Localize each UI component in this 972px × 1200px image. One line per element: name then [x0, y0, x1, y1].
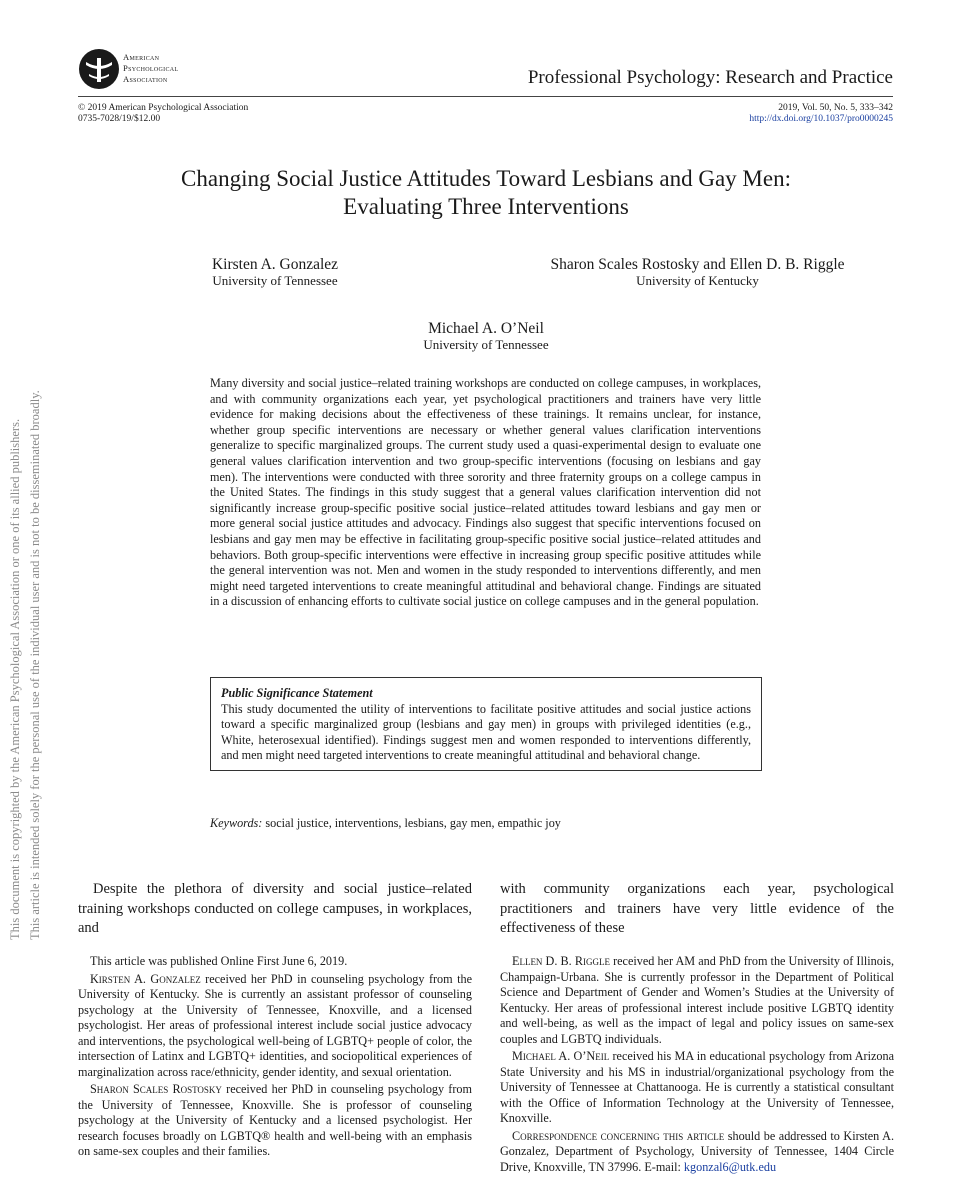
- published-note: This article was published Online First June 6, 2019.: [90, 954, 348, 968]
- body-text-right: with community organizations each year, psychological practitioners and trainers have very little evidence of the effectiveness of these: [500, 881, 894, 936]
- keywords-label: Keywords:: [210, 816, 263, 830]
- side-notice-line: This article is intended solely for the personal use of the individual user and is not to be disseminated broadly.: [28, 390, 42, 940]
- significance-statement-box: [210, 677, 762, 771]
- footnotes-left: [78, 954, 472, 1162]
- logo-line: Psychological: [123, 63, 179, 73]
- citation-text: 2019, Vol. 50, No. 5, 333–342: [778, 103, 893, 113]
- significance-text: This study documented the utility of interventions to facilitate positive attitudes and social justice actions toward a specific marginalized group (lesbians and gay men) in groups with privileged identities (e.g., White, heterosexual identified). Findings suggest men and women responded to interventions differently, and men might need targeted interventions to create meaningful attitudinal and behavioral change.: [221, 701, 751, 763]
- issn-text: 0735-7028/19/$12.00: [78, 114, 161, 124]
- author-note-text: received her PhD in counseling psychology from the University of Tennessee, Knoxville. She is professor of counseling psychology at the University of Kentucky and a licensed psychologist. Her research focuses broadly on LGBTQ® health and well-being with an emphasis on same-sex couples and their families.: [78, 1082, 472, 1158]
- footnotes-right: [500, 954, 894, 1177]
- apa-logo-wordmark: [123, 52, 178, 85]
- author-block: [0, 320, 972, 353]
- significance-heading: Public Significance Statement: [221, 686, 373, 700]
- author-note-text: received his MA in educational psychology from Arizona State University and his MS in industrial/organizational psychology from the University of Tennessee at Chattanooga. He is currently a statistical consultant with the Office of Information Technology at the University of Tennessee, Knoxville.: [500, 1049, 894, 1125]
- author-note-name: Sharon Scales Rostosky: [90, 1082, 222, 1096]
- logo-line: American: [123, 52, 160, 62]
- body-text-left: Despite the plethora of diversity and social justice–related training workshops conducted on college campuses, in workplaces, and: [78, 881, 472, 936]
- author-affiliation: University of Kentucky: [636, 273, 759, 288]
- author-name: Michael A. O’Neil: [428, 320, 544, 337]
- journal-title: Professional Psychology: Research and Practice: [527, 67, 893, 88]
- side-notice-line: This document is copyrighted by the American Psychological Association or one of its allied publishers.: [8, 418, 22, 940]
- author-affiliation: University of Tennessee: [212, 273, 338, 288]
- author-note: [78, 1082, 472, 1160]
- author-note-name: Ellen D. B. Riggle: [512, 954, 610, 968]
- copyright-block: [78, 103, 248, 125]
- citation-block: [749, 103, 893, 125]
- header-divider: [78, 96, 893, 97]
- title-line: Changing Social Justice Attitudes Toward Lesbians and Gay Men:: [181, 166, 791, 191]
- correspondence-note: [500, 1129, 894, 1176]
- author-note: [500, 954, 894, 1047]
- keywords-text: social justice, interventions, lesbians, gay men, empathic joy: [265, 816, 561, 830]
- correspondence-text: should be addressed to Kirsten A. Gonzalez, Department of Psychology, University of Tennessee, 1404 Circle Drive, Knoxville, TN 37996. E-mail:: [500, 1128, 894, 1174]
- author-name: Kirsten A. Gonzalez: [211, 256, 339, 273]
- author-note-text: received her AM and PhD from the University of Illinois, Champaign-Urbana. She is currently professor in the Department of Political Science and Department of Gender and Women’s Studies at the University of Kentucky. Her areas of professional interest include positive LGBTQ identity and well-being, as well as the impact of legal and policy issues on same-sex couples and LGBTQ individuals.: [500, 954, 894, 1046]
- keywords: [210, 816, 561, 832]
- author-block: [480, 256, 915, 289]
- apa-logo-icon: [78, 48, 120, 90]
- author-note-name: Kirsten A. Gonzalez: [90, 971, 201, 986]
- author-note-name: Michael A. O’Neil: [512, 1049, 610, 1063]
- author-note: [78, 972, 472, 1081]
- logo-line: Association: [123, 74, 168, 84]
- email-link[interactable]: kgonzal6@utk.edu: [683, 1159, 777, 1174]
- abstract: Many diversity and social justice–related training workshops are conducted on college campuses, in workplaces, and with community organizations each year, yet psychological practitioners and trainers have very little evidence for making decisions about the effectiveness of these trainings. It remains unclear, for instance, whether group specific interventions are necessary or whether general values clarification interventions generalize to specific marginalized groups. The current study used a quasi-experimental design to evaluate one general values clarification intervention and two group-specific interventions (focusing on lesbians and gay men). The interventions were conducted with three sorority and three fraternity groups on a college campus in the United States. The findings in this study suggest that a general values clarification intervention did not significantly increase group-specific positive social justice–related attitudes toward lesbians and gay men or more general social justice attitudes and advocacy. Findings also suggest that specific interventions focused on lesbians and gay men may be effective in facilitating group-specific positive social justice–related attitudes and behaviors. Both group-specific interventions were effective in increasing group specific positive attitudes while the general intervention was not. Men and women in the study responded to interventions differently, and men might need targeted interventions to create meaningful attitudinal and behavioral change. Findings are situated in a discussion of enhancing efforts to cultivate social justice on college campuses and in the general population.: [210, 376, 761, 609]
- author-block: [160, 256, 390, 289]
- author-name: Sharon Scales Rostosky and Ellen D. B. Riggle: [550, 256, 845, 273]
- article-title: [0, 165, 972, 221]
- author-affiliation: University of Tennessee: [423, 337, 549, 352]
- title-line: Evaluating Three Interventions: [343, 194, 629, 219]
- author-note: [500, 1049, 894, 1127]
- copyright-side-notice: [5, 340, 45, 940]
- author-note-text: received her PhD in counseling psychology from the University of Kentucky. She is currently an assistant professor of counseling psychology at the University of Tennessee, Knoxville, and a licensed psychologist. Her areas of professional interest include social justice advocacy and interventions, the psychological well-being of LGBTQ+ people of color, the intersection of Latinx and LGBTQ+ identities, and sociopolitical experiences of marginalization across race/ethnicity, gender identity, and sexual orientation.: [78, 971, 472, 1079]
- correspondence-label: Correspondence concerning this article: [512, 1128, 725, 1143]
- copyright-text: © 2019 American Psychological Association: [78, 103, 249, 113]
- doi-link[interactable]: http://dx.doi.org/10.1037/pro0000245: [749, 114, 893, 124]
